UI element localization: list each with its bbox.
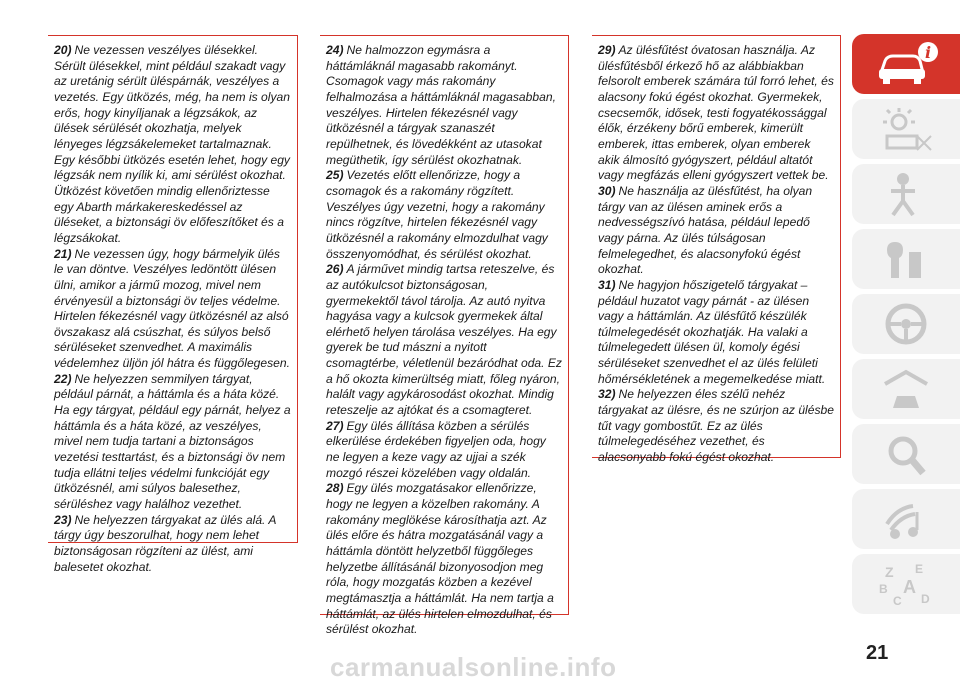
svg-text:D: D (921, 592, 930, 606)
tab-steering[interactable] (852, 294, 960, 354)
note-25: 25) Vezetés előtt ellenőrizze, hogy a csomagok és a rakomány rögzített. Veszélyes úgy vezetni, hogy a rakomány nincs rögzítve, hirtelen fékezésnél vagy ütközésnél a rakomány elmozdulhat vagy összenyomódhat, és sérülést okozhat. (326, 168, 548, 261)
svg-text:A: A (903, 577, 916, 597)
chapter-tabs (852, 34, 960, 619)
watermark: carmanualsonline.info (330, 652, 617, 682)
svg-text:C: C (893, 594, 902, 608)
note-29: 29) Az ülésfűtést óvatosan használja. Az ülésfűtésből érkező hő az alábbiakban felsorolt emberek számára túl forró lehet, és alacsony fokú égést okozhat. Gyermekek, csecsemők, idősek, testi fogyatékossággal élők, érzékeny bőrű emberek, kimerült emberek, ittas emberek, olyan emberek akik álmosító gyógyszert, például altatót vagy megfázás elleni gyógyszert vettek be. (598, 43, 834, 183)
multimedia-icon (873, 494, 939, 544)
tab-multimedia[interactable] (852, 489, 960, 549)
svg-text:B: B (879, 582, 888, 596)
note-28: 28) Egy ülés mozgatásakor ellenőrizze, hogy ne legyen a közelben rakomány. A rakomány meglökése károsíthatja azt. Az ülés előre és hátra mozgatásánál vagy a háttámla döntött helyzetből függőleges helyzetbe állításánál bizonyosodjon meg róla, hogy mozgatás közben a kezével megtámasztja a háttámlát. Ha nem tartja a háttámlát, az ülés hirtelen elmozdulhat, és sérülést okozhat. (326, 481, 554, 637)
tab-car-info[interactable] (852, 34, 960, 94)
svg-text:E: E (915, 562, 924, 576)
note-30: 30) Ne használja az ülésfűtést, ha olyan tárgy van az ülésen aminek erős a nedvességszívó hatása, például lepedő vagy párna. Az ülés túlságosan felmelegedhet, és alacsonyfokú égést okozhat. (598, 183, 813, 277)
note-31: 31) Ne hagyjon hőszigetelő tárgyakat – például huzatot vagy párnát - az ülésen vagy a háttámlán. Az ülésfűtő készülék túlmelegedését okozhatják. Ha valaki a túlmelegedett ülésen ül, komoly égési sérüléseket szenvedhet el az ülés felületi hőmérsékletének a megemelkedése miatt. (598, 277, 826, 386)
page-number: 21 (866, 642, 889, 664)
note-24: 24) Ne halmozzon egymásra a háttámláknál magasabb rakományt. Csomagok vagy más rakomány felhalmozása a háttámláknál magasabban, veszélyes. Hirtelen fékezésnél vagy ütközésnél a tárgyak szanaszét repülhetnek, és lövedékként az utasokat megüthetik, így sérülést okozhatnak. (326, 43, 556, 167)
wrench-icon (873, 429, 939, 479)
tab-warning-lights[interactable] (852, 99, 960, 159)
notes-column-2 (320, 35, 569, 637)
note-27: 27) Egy ülés állítása közben a sérülés elkerülése érdekében figyeljen oda, hogy ne legyen a keze vagy az ujjai a szék mozgó részei közelében vagy oldalán. (326, 418, 546, 480)
note-26: 26) A járművet mindig tartsa reteszelve, és az autókulcsot biztonságosan, gyermekektől távol tárolja. Az autó nyitva hagyása vagy a kulcsok gyermekek által elérhető helyen tárolása veszélyes. Ha egy gyerek be tud mászni a nyitott csomagtérbe, véletlenül bezáródhat oda. Ez a hő okozta kimerültség miatt, főleg nyáron, halált vagy agykárosodást okozhat. Mindig reteszelje az ajtókat és a csomagteret. (326, 262, 562, 418)
index-letters-icon (873, 559, 939, 609)
notes-column-3 (592, 35, 841, 465)
note-23: 23) Ne helyezzen tárgyakat az ülés alá. A tárgy úgy beszorulhat, hogy nem lehet biztonságosan rögzíteni az ülést, ami balesetet okozhat. (54, 512, 276, 574)
note-21: 21) Ne vezessen úgy, hogy bármelyik ülés le van döntve. Veszélyes ledöntött ülésen ülni, amikor a jármű mozog, mivel nem érvényesül a biztonsági öv teljes védelme. Hirtelen fékezésnél vagy ütközésnél az alsó övszakasz alá csúszhat, és súlyos belső sérüléseket szenvedhet. A maximális védelemhez üljön jól hátra és függőlegesen. (54, 246, 290, 371)
tab-wrench[interactable] (852, 424, 960, 484)
car-info-icon (873, 39, 939, 89)
svg-text:i: i (924, 43, 932, 62)
steering-wheel-icon (873, 299, 939, 349)
accident-icon (873, 169, 939, 219)
note-20: 20) Ne vezessen veszélyes ülésekkel. Sérült ülésekkel, mint például szakadt vagy az uretánig sérült üléspárnák, veszélyes a vezetés. Egy ütközés, még, ha nem is olyan erős, hogy kinyíljanak a légzsákok, az ülések sérülését okozhatja, melyek lényeges légzsákelemeket tartalmaznak. Egy későbbi ütközés esetén lehet, hogy egy légzsák nem nyílik ki, ami sérülést okozhat. Ütközést követően mindig ellenőriztesse egy Abarth márkakereskedéssel az üléseket, a biztonsági öv előfeszítőket és a légzsákokat. (54, 43, 290, 245)
tab-index[interactable] (852, 554, 960, 614)
notes-column-1 (48, 35, 298, 574)
tab-service[interactable] (852, 359, 960, 419)
service-icon (873, 364, 939, 414)
note-22: 22) Ne helyezzen semmilyen tárgyat, például párnát, a háttámla és a háta közé. Ha egy tárgyat, például egy párnát, helyez a háttámla és a háta közé, az veszélyes, mivel nem tudja tartani a biztonságos vezetési testtartást, és a biztonsági öv nem tudja ellátni teljes védelmi funkcióját egy ütközésnél, ami súlyos balesethez, sérüléshez vagy halálhoz vezethet. (54, 371, 291, 512)
warning-lights-icon (873, 104, 939, 154)
note-32: 32) Ne helyezzen éles szélű nehéz tárgyakat az ülésre, és ne szúrjon az ülésbe tűt vagy gombostűt. Ez az ülés túlmelegedéséhez vezethet, és alacsonyabb fokú égést okozhat. (598, 387, 834, 465)
tab-accident[interactable] (852, 164, 960, 224)
tools-icon (873, 234, 939, 284)
svg-text:Z: Z (885, 564, 894, 580)
tab-tools[interactable] (852, 229, 960, 289)
